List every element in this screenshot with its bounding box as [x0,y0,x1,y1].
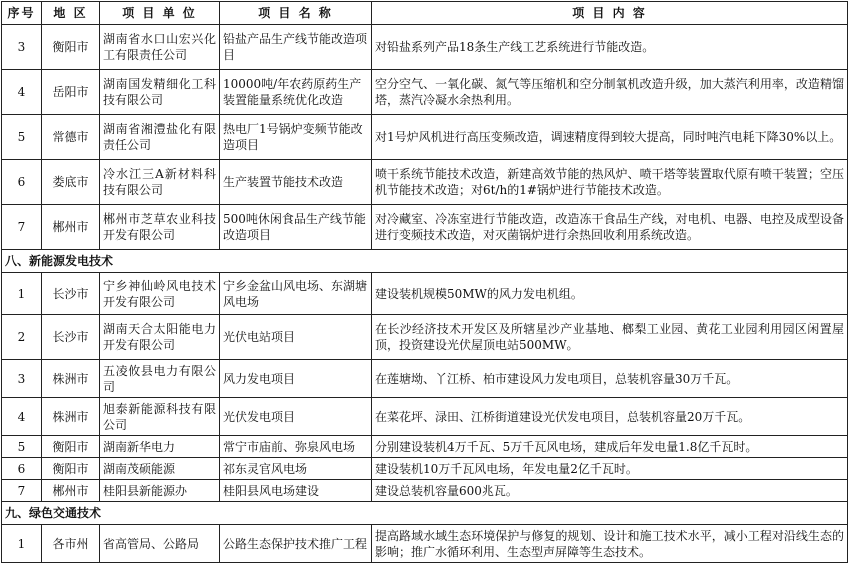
table-row [2,436,848,458]
cell-no: 5 [2,436,42,458]
table-row [2,398,848,436]
header-unit: 项 目 单 位 [100,2,220,25]
cell-unit: 湖南省水口山宏兴化工有限责任公司 [100,25,220,70]
cell-region: 衡阳市 [42,25,100,70]
header-name: 项 目 名 称 [220,2,372,25]
cell-unit: 湖南新华电力 [100,436,220,458]
section-title: 八、新能源发电技术 [2,250,848,273]
cell-no: 4 [2,398,42,436]
section-row-new-energy [2,250,848,273]
cell-region: 郴州市 [42,205,100,250]
cell-name: 常宁市庙前、弥泉风电场 [220,436,372,458]
cell-no: 5 [2,115,42,160]
cell-region: 衡阳市 [42,436,100,458]
cell-content: 对1号炉风机进行高压变频改造，调速精度得到较大提高，同时吨汽电耗下降30%以上。 [372,115,848,160]
table-row [2,205,848,250]
header-no: 序号 [2,2,42,25]
cell-region: 株洲市 [42,360,100,398]
section-title: 九、绿色交通技术 [2,502,848,525]
cell-content: 建设装机10万千瓦风电场，年发电量2亿千瓦时。 [372,458,848,480]
table-row [2,458,848,480]
cell-no: 7 [2,205,42,250]
cell-no: 1 [2,525,42,563]
cell-region: 常德市 [42,115,100,160]
cell-name: 光伏发电项目 [220,398,372,436]
table-row [2,273,848,315]
cell-region: 长沙市 [42,315,100,360]
cell-content: 在菜花坪、渌田、江桥街道建设光伏发电项目，总装机容量20万千瓦。 [372,398,848,436]
cell-region: 娄底市 [42,160,100,205]
cell-content: 在长沙经济技术开发区及所辖星沙产业基地、榔梨工业园、黄花工业园利用园区闲置屋顶，投资建设光伏屋顶电站500MW。 [372,315,848,360]
cell-name: 风力发电项目 [220,360,372,398]
cell-unit: 郴州市芝草农业科技开发有限公司 [100,205,220,250]
cell-content: 分别建设装机4万千瓦、5万千瓦风电场，建成后年发电量1.8亿千瓦时。 [372,436,848,458]
cell-unit: 冷水江三A新材料科技有限公司 [100,160,220,205]
cell-unit: 桂阳县新能源办 [100,480,220,502]
cell-no: 4 [2,70,42,115]
cell-no: 7 [2,480,42,502]
project-table [1,1,848,563]
cell-unit: 宁乡神仙岭风电技术开发有限公司 [100,273,220,315]
table-row [2,315,848,360]
cell-content: 建设装机规模50MW的风力发电机组。 [372,273,848,315]
cell-unit: 省高管局、公路局 [100,525,220,563]
cell-no: 6 [2,458,42,480]
cell-no: 3 [2,360,42,398]
cell-content: 对铅盐系列产品18条生产线工艺系统进行节能改造。 [372,25,848,70]
header-content: 项 目 内 容 [372,2,848,25]
cell-content: 空分空气、一氧化碳、氮气等压缩机和空分制氧机改造升级，加大蒸汽利用率，改造精馏塔，蒸汽冷凝水余热利用。 [372,70,848,115]
cell-content: 建设总装机容量600兆瓦。 [372,480,848,502]
table-row [2,115,848,160]
cell-unit: 湖南茂硕能源 [100,458,220,480]
table-row [2,70,848,115]
cell-name: 宁乡金盆山风电场、东湖塘风电场 [220,273,372,315]
cell-region: 长沙市 [42,273,100,315]
table-header-row [2,2,848,25]
cell-region: 郴州市 [42,480,100,502]
cell-unit: 湖南省湘澧盐化有限责任公司 [100,115,220,160]
cell-region: 株洲市 [42,398,100,436]
cell-unit: 湖南天合太阳能电力开发有限公司 [100,315,220,360]
cell-unit: 五凌攸县电力有限公司 [100,360,220,398]
table-row [2,525,848,563]
cell-content: 对冷藏室、冷冻室进行节能改造，改造冻干食品生产线，对电机、电器、电控及成型设备进行变频技术改造，对灭菌锅炉进行余热回收利用系统改造。 [372,205,848,250]
cell-name: 桂阳县风电场建设 [220,480,372,502]
cell-region: 各市州 [42,525,100,563]
header-region: 地 区 [42,2,100,25]
cell-content: 提高路域水域生态环境保护与修复的规划、设计和施工技术水平，减小工程对沿线生态的影响；推广水循环利用、生态型声屏障等生态技术。 [372,525,848,563]
cell-content: 在莲塘坳、丫江桥、柏市建设风力发电项目，总装机容量30万千瓦。 [372,360,848,398]
cell-unit: 湖南国发精细化工科技有限公司 [100,70,220,115]
cell-region: 衡阳市 [42,458,100,480]
table-row [2,25,848,70]
cell-name: 热电厂1号锅炉变频节能改造项目 [220,115,372,160]
cell-name: 光伏电站项目 [220,315,372,360]
cell-name: 生产装置节能技术改造 [220,160,372,205]
cell-region: 岳阳市 [42,70,100,115]
table-row [2,480,848,502]
cell-name: 祁东灵官风电场 [220,458,372,480]
cell-name: 500吨休闲食品生产线节能改造项目 [220,205,372,250]
cell-name: 铅盐产品生产线节能改造项目 [220,25,372,70]
cell-name: 10000吨/年农药原药生产装置能量系统优化改造 [220,70,372,115]
table-row [2,160,848,205]
cell-name: 公路生态保护技术推广工程 [220,525,372,563]
cell-no: 3 [2,25,42,70]
cell-content: 喷干系统节能技术改造，新建高效节能的热风炉、喷干塔等装置取代原有喷干装置；空压机节能技术改造；对6t/h的1#锅炉进行节能技术改造。 [372,160,848,205]
section-row-green-transport [2,502,848,525]
cell-no: 2 [2,315,42,360]
cell-no: 6 [2,160,42,205]
table-row [2,360,848,398]
cell-no: 1 [2,273,42,315]
cell-unit: 旭泰新能源科技有限公司 [100,398,220,436]
